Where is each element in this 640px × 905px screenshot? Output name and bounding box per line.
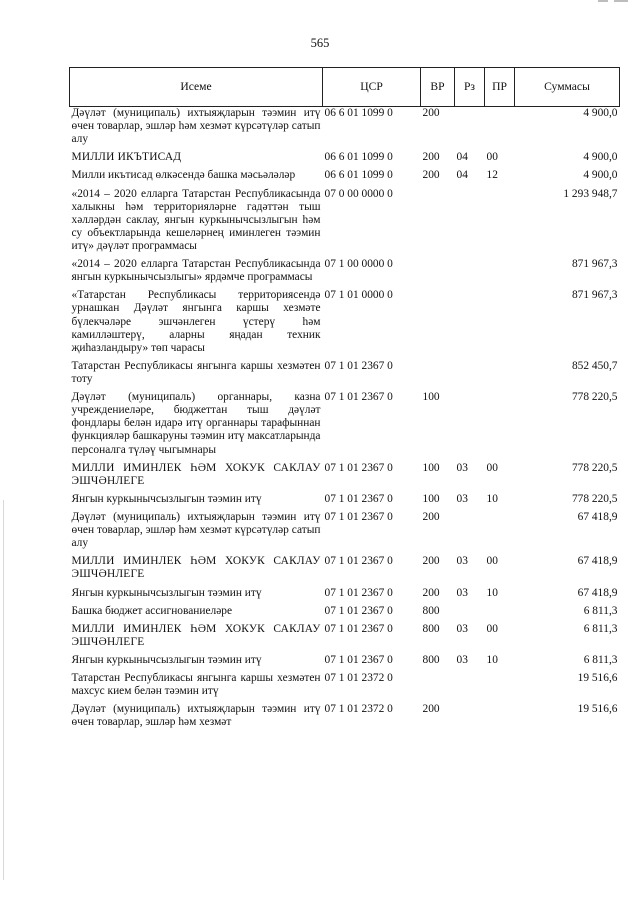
budget-table	[69, 67, 620, 734]
row-pr-code: 10	[486, 492, 498, 505]
row-rz-code	[455, 258, 485, 289]
row-vr-code: 800	[422, 653, 440, 666]
row-pr-code: 12	[486, 169, 498, 182]
header-csr: ЦСР	[323, 68, 421, 107]
row-amount: 871 967,3	[571, 289, 618, 302]
row-pr-code	[485, 289, 515, 360]
row-amount: 19 516,6	[577, 672, 618, 685]
row-name: Янгын куркынычсызлыгын тәэмин итү	[71, 653, 262, 666]
row-csr-code: 07 1 01 2367 0	[324, 604, 393, 617]
row-pr-code: 00	[486, 461, 498, 474]
row-amount: 67 418,9	[577, 510, 618, 523]
row-vr-code: 200	[422, 151, 440, 164]
row-pr-code: 10	[486, 653, 498, 666]
row-name: Дәүләт (муниципаль) ихтыяҗларын тәэмин итү өчен товарлар, эшләр һәм хезмәт күрсәтүләр сатып алу	[71, 510, 321, 550]
row-amount: 778 220,5	[571, 391, 618, 404]
row-vr-code	[421, 289, 455, 360]
row-csr-code: 07 1 01 2367 0	[324, 555, 393, 568]
row-name: Дәүләт (муниципаль) органнары, казна учреждениеләре, бюджеттан тыш дәүләт фондлары белән идарә итү органнары тарафыннан функцияләр башкаруны тәэмин итү максатларында персоналга түләү чыгымнары	[71, 391, 321, 456]
row-name: Дәүләт (муниципаль) ихтыяҗларын тәэмин итү өчен товарлар, эшләр һәм хезмәт күрсәтүләр сатып алу	[71, 107, 321, 146]
row-vr-code: 100	[422, 461, 440, 474]
row-vr-code: 100	[422, 391, 440, 404]
row-csr-code: 07 0 00 0000 0	[324, 187, 393, 200]
row-vr-code: 100	[422, 492, 440, 505]
row-csr-code: 07 1 01 2367 0	[324, 586, 393, 599]
row-name: Дәүләт (муниципаль) ихтыяҗларын тәэмин итү өчен товарлар, эшләр һәм хезмәт	[71, 703, 321, 729]
row-amount: 871 967,3	[571, 258, 618, 271]
row-pr-code: 10	[486, 586, 498, 599]
table-row	[70, 151, 620, 169]
row-vr-code	[421, 672, 455, 703]
header-vr: ВР	[421, 68, 455, 107]
row-rz-code: 03	[456, 492, 468, 505]
table-row	[70, 169, 620, 187]
row-amount: 6 811,3	[583, 604, 618, 617]
table-row	[70, 360, 620, 391]
row-rz-code	[455, 188, 485, 259]
row-amount: 778 220,5	[571, 461, 618, 474]
row-rz-code	[455, 360, 485, 391]
header-sum: Суммасы	[515, 68, 620, 107]
row-amount: 778 220,5	[571, 492, 618, 505]
row-rz-code: 03	[456, 555, 468, 568]
row-csr-code: 07 1 01 2372 0	[324, 672, 393, 685]
table-row	[70, 623, 620, 654]
row-rz-code	[455, 289, 485, 360]
row-pr-code	[485, 391, 515, 462]
table-row	[70, 462, 620, 493]
row-csr-code: 07 1 01 2367 0	[324, 492, 393, 505]
header-rz: Рз	[455, 68, 485, 107]
row-pr-code: 00	[486, 622, 498, 635]
row-rz-code	[455, 391, 485, 462]
row-pr-code	[485, 511, 515, 555]
row-name: «2014 – 2020 елларга Татарстан Республикасында янгын куркынычсызлыгы» ярдәмче программасы	[71, 258, 321, 284]
row-csr-code: 07 1 01 0000 0	[324, 289, 393, 302]
row-csr-code: 07 1 01 2367 0	[324, 359, 393, 372]
scan-mark	[598, 0, 608, 2]
row-rz-code: 03	[456, 653, 468, 666]
row-csr-code: 07 1 01 2367 0	[324, 622, 393, 635]
row-vr-code: 200	[422, 510, 440, 523]
row-pr-code	[485, 672, 515, 703]
row-rz-code	[455, 703, 485, 734]
row-pr-code	[485, 188, 515, 259]
table-row	[70, 703, 620, 734]
table-row	[70, 555, 620, 586]
table-row	[70, 493, 620, 511]
row-rz-code: 04	[456, 151, 468, 164]
row-rz-code	[455, 107, 485, 152]
row-name: Янгын куркынычсызлыгын тәэмин итү	[71, 492, 262, 505]
row-csr-code: 06 6 01 1099 0	[324, 107, 393, 119]
table-row	[70, 188, 620, 259]
row-amount: 6 811,3	[583, 622, 618, 635]
table-row	[70, 654, 620, 672]
table-row	[70, 672, 620, 703]
row-amount: 19 516,6	[577, 703, 618, 716]
row-pr-code	[485, 703, 515, 734]
row-vr-code: 200	[422, 107, 440, 119]
row-vr-code	[421, 258, 455, 289]
row-name: Татарстан Республикасы янгынга каршы хезмәтен махсус кием белән тәэмин итү	[71, 672, 321, 698]
row-amount: 852 450,7	[571, 359, 618, 372]
row-name: Башка бюджет ассигнованиеләре	[71, 604, 233, 617]
row-vr-code: 200	[422, 169, 440, 182]
row-csr-code: 07 1 01 2367 0	[324, 461, 393, 474]
row-vr-code: 800	[422, 604, 440, 617]
table-row	[70, 587, 620, 605]
row-name: «2014 – 2020 елларга Татарстан Республикасында халыкны һәм территорияләрне гадәттән тыш хәлләрдән саклау, янгын куркынычсызлыгын һәм су объектларында кешеләрнең иминлеген тәэмин итү» дәүләт программасы	[71, 187, 321, 252]
row-amount: 4 900,0	[583, 107, 618, 119]
row-amount: 4 900,0	[583, 169, 618, 182]
row-csr-code: 07 1 00 0000 0	[324, 258, 393, 271]
scan-mark	[614, 0, 628, 2]
header-name: Исеме	[70, 68, 323, 107]
row-csr-code: 06 6 01 1099 0	[324, 151, 393, 164]
row-vr-code: 200	[422, 703, 440, 716]
row-csr-code: 07 1 01 2367 0	[324, 510, 393, 523]
row-amount: 6 811,3	[583, 653, 618, 666]
row-pr-code	[485, 107, 515, 152]
row-csr-code: 07 1 01 2367 0	[324, 653, 393, 666]
row-pr-code	[485, 258, 515, 289]
scan-edge-line	[3, 500, 4, 880]
row-rz-code	[455, 672, 485, 703]
row-amount: 67 418,9	[577, 586, 618, 599]
row-pr-code	[485, 605, 515, 623]
row-amount: 4 900,0	[583, 151, 618, 164]
table-row	[70, 107, 620, 152]
row-vr-code: 200	[422, 586, 440, 599]
table-header-row	[70, 68, 620, 107]
table-row	[70, 258, 620, 289]
row-name: Татарстан Республикасы янгынга каршы хезмәтен тоту	[71, 359, 321, 385]
row-pr-code	[485, 360, 515, 391]
row-vr-code	[421, 188, 455, 259]
row-csr-code: 07 1 01 2367 0	[324, 391, 393, 404]
row-name: МИЛЛИ ИМИНЛЕК ҺӘМ ХОКУК САКЛАУ ЭШЧӘНЛЕГЕ	[71, 622, 321, 648]
row-name: Милли икътисад өлкәсендә башка мәсьәләләр	[71, 169, 296, 182]
row-name: МИЛЛИ ИМИНЛЕК ҺӘМ ХОКУК САКЛАУ ЭШЧӘНЛЕГЕ	[71, 555, 321, 581]
row-csr-code: 06 6 01 1099 0	[324, 169, 393, 182]
row-name: МИЛЛИ ИМИНЛЕК ҺӘМ ХОКУК САКЛАУ ЭШЧӘНЛЕГЕ	[71, 461, 321, 487]
row-vr-code	[421, 360, 455, 391]
row-vr-code: 200	[422, 555, 440, 568]
table-row	[70, 289, 620, 360]
row-name: «Татарстан Республикасы территориясендә урнашкан Дәүләт янгынга каршы хезмәте бүлекчәләре эшчәнлеген үстерү һәм камилләштерү, аларны яңадан техник җиһазландыру» төп чарасы	[71, 289, 321, 354]
row-amount: 67 418,9	[577, 555, 618, 568]
row-vr-code: 800	[422, 622, 440, 635]
row-rz-code: 04	[456, 169, 468, 182]
row-rz-code	[455, 511, 485, 555]
page-number: 565	[310, 36, 330, 50]
row-name: МИЛЛИ ИКЪТИСАД	[71, 151, 182, 164]
table-row	[70, 605, 620, 623]
row-csr-code: 07 1 01 2372 0	[324, 703, 393, 716]
row-rz-code	[455, 605, 485, 623]
row-pr-code: 00	[486, 555, 498, 568]
table-row	[70, 511, 620, 555]
row-amount: 1 293 948,7	[563, 187, 618, 200]
row-rz-code: 03	[456, 461, 468, 474]
header-pr: ПР	[485, 68, 515, 107]
row-pr-code: 00	[486, 151, 498, 164]
row-name: Янгын куркынычсызлыгын тәэмин итү	[71, 586, 262, 599]
row-rz-code: 03	[456, 622, 468, 635]
table-row	[70, 391, 620, 462]
row-rz-code: 03	[456, 586, 468, 599]
